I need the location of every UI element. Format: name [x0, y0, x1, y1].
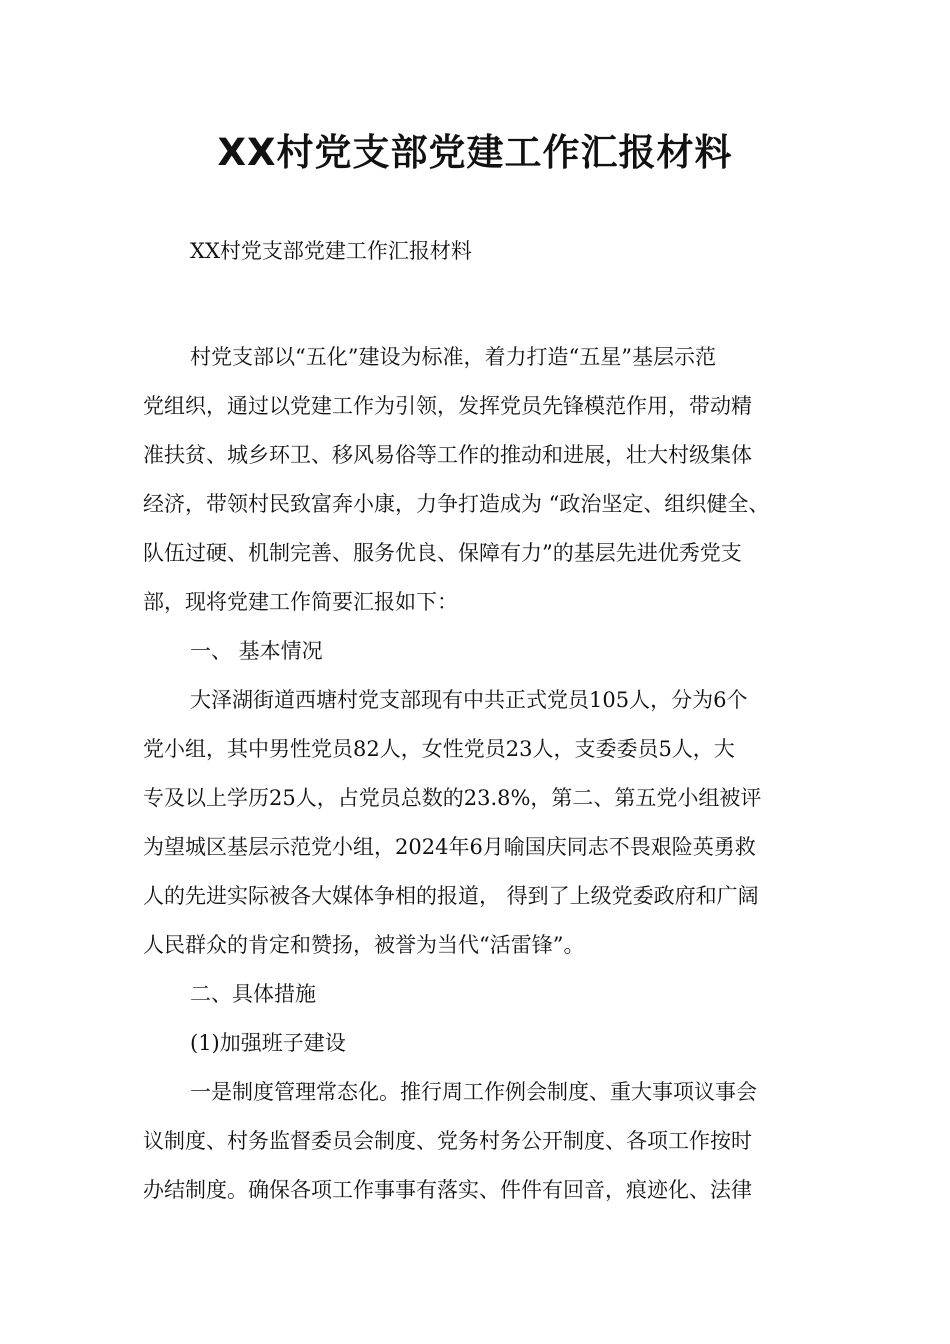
section2-line: 办结制度。确保各项工作事事有落实、件件有回音，痕迹化、法律	[143, 1178, 752, 1202]
intro-line: 党组织，通过以党建工作为引领，发挥党员先锋模范作用，带动精	[143, 394, 752, 418]
intro-line: 经济，带领村民致富奔小康，力争打造成为 “政治坚定、组织健全、	[143, 492, 770, 516]
document-title: XX村党支部党建工作汇报材料	[217, 131, 733, 174]
document-subtitle: XX村党支部党建工作汇报材料	[190, 239, 472, 263]
section1-line: 人民群众的肯定和赞扬，被誉为当代“活雷锋”。	[143, 933, 585, 957]
intro-line: 村党支部以“五化”建设为标准，着力打造“五星”基层示范	[190, 345, 716, 369]
section-heading-basic-situation: 一、 基本情况	[190, 639, 323, 663]
section1-paragraph	[143, 676, 833, 970]
intro-line: 部，现将党建工作简要汇报如下：	[143, 590, 458, 614]
section1-line: 专及以上学历25人，占党员总数的23.8%，第二、第五党小组被评	[143, 786, 762, 810]
sub-heading-team-building: (1)加强班子建设	[190, 1031, 346, 1055]
section1-line: 人的先进实际被各大媒体争相的报道， 得到了上级党委政府和广阔	[143, 884, 759, 908]
intro-line: 队伍过硬、机制完善、服务优良、保障有力”的基层先进优秀党支	[143, 541, 742, 565]
document-body	[143, 333, 833, 1215]
section-heading-measures: 二、具体措施	[190, 982, 316, 1006]
section2-paragraph	[143, 1068, 833, 1215]
section1-line: 为望城区基层示范党小组，2024年6月喻国庆同志不畏艰险英勇救	[143, 835, 756, 859]
section1-line: 党小组，其中男性党员82人，女性党员23人，支委委员5人，大	[143, 737, 735, 761]
intro-line: 准扶贫、城乡环卫、移风易俗等工作的推动和进展，壮大村级集体	[143, 443, 752, 467]
section1-line: 大泽湖街道西塘村党支部现有中共正式党员105人，分为6个	[190, 688, 748, 712]
intro-paragraph	[143, 333, 833, 627]
section2-line: 一是制度管理常态化。推行周工作例会制度、重大事项议事会	[190, 1080, 757, 1104]
section2-line: 议制度、村务监督委员会制度、党务村务公开制度、各项工作按时	[143, 1129, 752, 1153]
